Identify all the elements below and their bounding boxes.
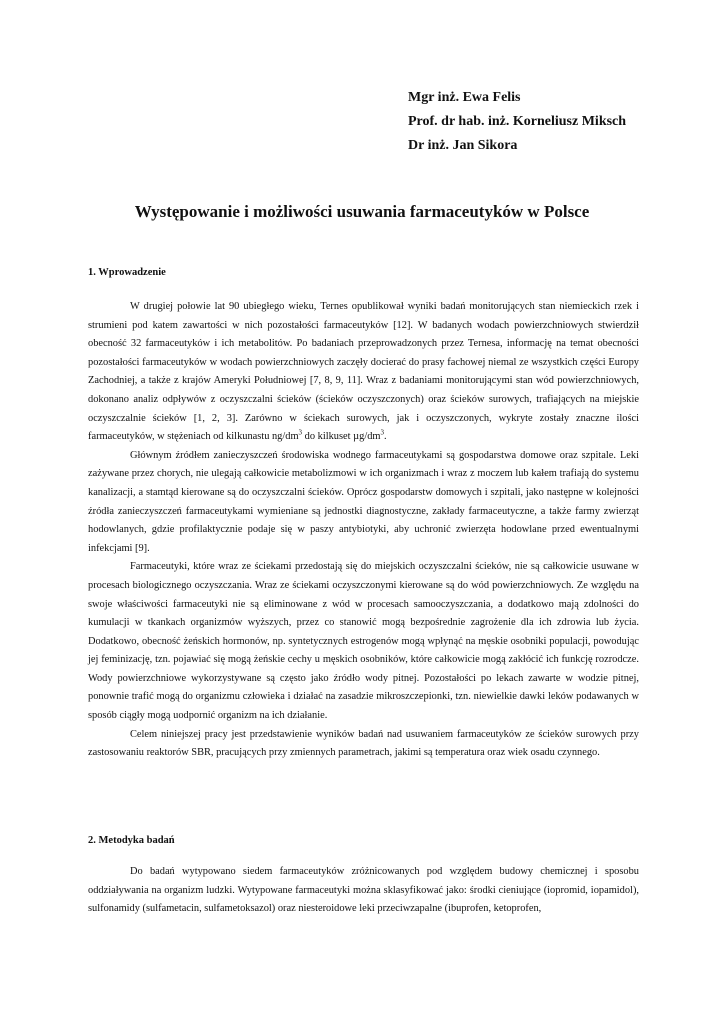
paper-title: Występowanie i możliwości usuwania farmaceutyków w Polsce bbox=[134, 202, 590, 221]
author-name: Mgr inż. Ewa Felis bbox=[408, 90, 521, 105]
section-body bbox=[88, 863, 639, 919]
section-body bbox=[88, 298, 639, 763]
section-heading: 2. Metodyka badań bbox=[88, 835, 175, 846]
author-name: Dr inż. Jan Sikora bbox=[408, 138, 518, 153]
section-heading: 1. Wprowadzenie bbox=[88, 267, 166, 278]
paragraph: Farmaceutyki, które wraz ze ściekami przedostają się do miejskich oczyszczalni ścieków, nie są całkowicie usuwane w procesach biologicznego oczyszczania. Wraz ze ściekami oczyszczonymi kierowane są do wód powierzchniowych. Ze względu na swoje właściwości farmaceutyki nie są eliminowane z wód w procesach samooczyszczania, a dodatkowo mają zdolności do kumulacji w tkankach organizmów wyższych, przez co stanowić mogą bezpośrednie zagrożenie dla ich zdrowia lub życia. Dodatkowo, obecność żeńskich hormonów, np. syntetycznych estrogenów mogą wpłynąć na męskie osobniki populacji, powodując jej feminizację, tzn. pojawiać się mogą żeńskie cechy u męskich osobników, które całkowicie mogą zakłócić ich funkcję rozrodcze. Wody powierzchniowe wykorzystywane są często jako źródło wody pitnej. Pozostałości po lekach zawarte w wodzie pitnej, ponownie trafić mogą do organizmu człowieka i działać na zasadzie mikroszczepionki, tzn. niewielkie dawki leków podawanych w sposób ciągły mogą uodpornić organizm na ich działanie. bbox=[88, 561, 639, 722]
author-name: Prof. dr hab. inż. Korneliusz Miksch bbox=[408, 114, 627, 129]
paragraph: Głównym źródłem zanieczyszczeń środowiska wodnego farmaceutykami są gospodarstwa domowe oraz szpitale. Leki zażywane przez chorych, nie ulegają całkowicie metabolizmowi w ich organizmach i wraz z moczem lub kałem trafiają do systemu kanalizacji, a stamtąd kierowane są do oczyszczalni ścieków. Oprócz gospodarstw domowych i szpitali, jako następne w kolejności źródła zanieczyszczeń farmaceutykami wymieniane są jednostki diagnostyczne, zakłady farmaceutyczne, a także farmy zwierząt hodowlanych, gdzie profilaktycznie podaje się w paszy antybiotyki, aby uchronić zwierzęta hodowlane przed ewentualnymi infekcjami [9]. bbox=[88, 449, 639, 554]
author-block bbox=[408, 86, 708, 158]
paragraph: Celem niniejszej pracy jest przedstawienie wyników badań nad usuwaniem farmaceutyków ze ścieków surowych przy zastosowaniu reaktorów SBR, pracujących przy zmiennych parametrach, jakimi są temperatura oraz wiek osadu czynnego. bbox=[88, 728, 639, 759]
paragraph: W drugiej połowie lat 90 ubiegłego wieku, Ternes opublikował wyniki badań monitorujących stan niemieckich rzek i strumieni pod katem zawartości w nich pozostałości farmaceutyków [12]. W badanych wodach powierzchniowych stwierdził obecność 32 farmaceutyków i ich metabolitów. Po badaniach przeprowadzonych przez Ternesa, informację na temat obecności pozostałości farmaceutyków w wodach powierzchniowych zaczęły docierać do prasy fachowej niemal ze wszystkich części Europy Zachodniej, a także z krajów Ameryki Południowej [7, 8, 9, 11]. Wraz z badaniami monitorującymi stan wód powierzchniowych, dokonano analiz odpływów z oczyszczalni ścieków (ścieków oczyszczonych) oraz ścieków surowych, trafiających na miejskie oczyszczalnie ścieków [1, 2, 3]. Zarówno w ściekach surowych, jak i oczyszczonych, wykryte zostały znaczne ilości farmaceutyków, w stężeniach od kilkunastu $ng/dm^3$ do kilkuset $\mu g/dm^3$. bbox=[88, 301, 639, 443]
paragraph: Do badań wytypowano siedem farmaceutyków zróżnicowanych pod względem budowy chemicznej i sposobu oddziaływania na organizm ludzki. Wytypowane farmaceutyki można sklasyfikować jako: środki cieniujące (iopromid, iopamidol), sulfonamidy (sulfametacin, sulfametoksazol) oraz niesteroidowe leki przeciwzapalne (ibuprofen, ketoprofen, bbox=[88, 866, 639, 915]
